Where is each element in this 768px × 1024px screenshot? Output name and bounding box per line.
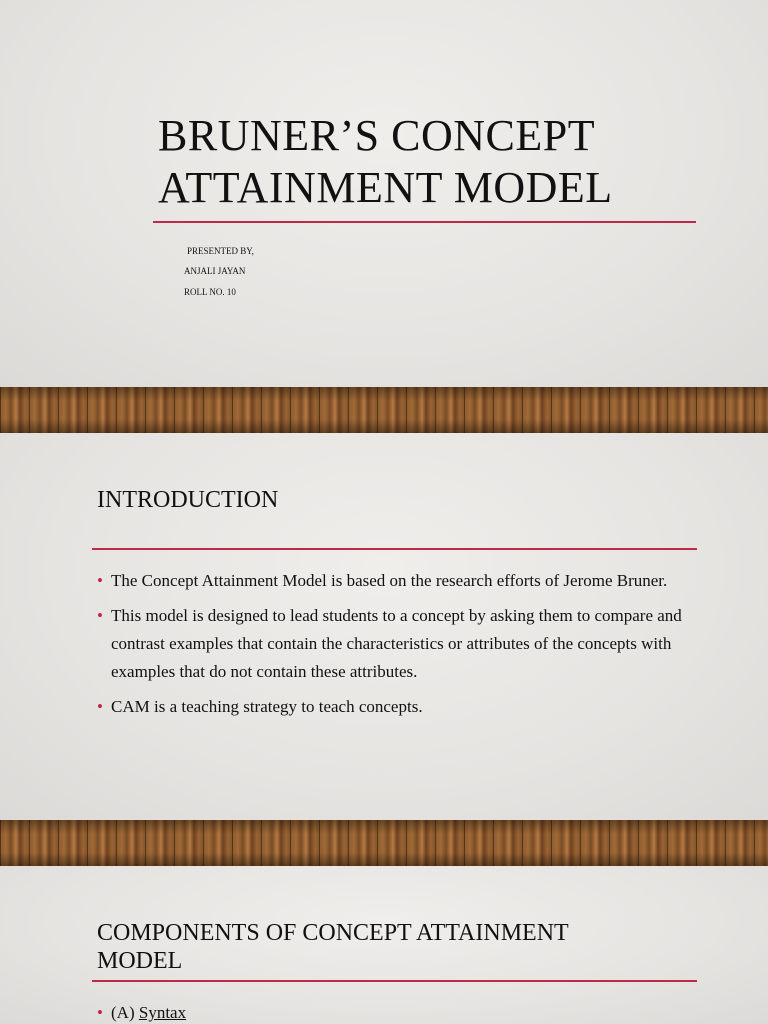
syntax-label: Syntax [138, 1003, 187, 1022]
slide-title [158, 110, 613, 214]
bullet-text: This model is designed to lead students to a concept by asking them to compare and contrast examples that contain the characteristics or attributes of the concepts with examples that do not contain these attributes. [111, 606, 682, 681]
heading-divider [92, 548, 697, 550]
slide-heading [97, 919, 569, 975]
heading-divider [92, 980, 697, 982]
wood-floor-divider [0, 820, 768, 866]
presented-by-label: PRESENTED BY, [187, 246, 254, 256]
introduction-slide [0, 433, 768, 820]
list-item [97, 602, 697, 686]
bullet-icon: • [97, 1003, 103, 1022]
bullet-icon: • [97, 571, 103, 590]
slide-heading-line-2: MODEL [97, 948, 183, 974]
roll-number: ROLL NO. 10 [184, 287, 236, 297]
slide-heading: INTRODUCTION [97, 487, 279, 513]
list-item [97, 567, 697, 595]
bullet-prefix: (A) [111, 1003, 139, 1022]
bullet-text: CAM is a teaching strategy to teach concepts. [111, 697, 423, 716]
slide-heading-line-1: COMPONENTS OF CONCEPT ATTAINMENT [97, 920, 569, 946]
bullet-list [97, 567, 697, 728]
wood-floor-divider [0, 387, 768, 433]
presenter-name: ANJALI JAYAN [184, 266, 246, 276]
bullet-icon: • [97, 606, 103, 625]
title-slide [0, 0, 768, 387]
bullet-list [97, 999, 697, 1024]
slide-title-line-1: BRUNER’S CONCEPT [158, 111, 596, 160]
title-divider [153, 221, 696, 223]
slide-title-line-2: ATTAINMENT MODEL [158, 163, 613, 212]
list-item [97, 693, 697, 721]
list-item [97, 999, 697, 1024]
bullet-icon: • [97, 697, 103, 716]
bullet-text: The Concept Attainment Model is based on the research efforts of Jerome Bruner. [111, 571, 668, 590]
components-slide [0, 866, 768, 1024]
